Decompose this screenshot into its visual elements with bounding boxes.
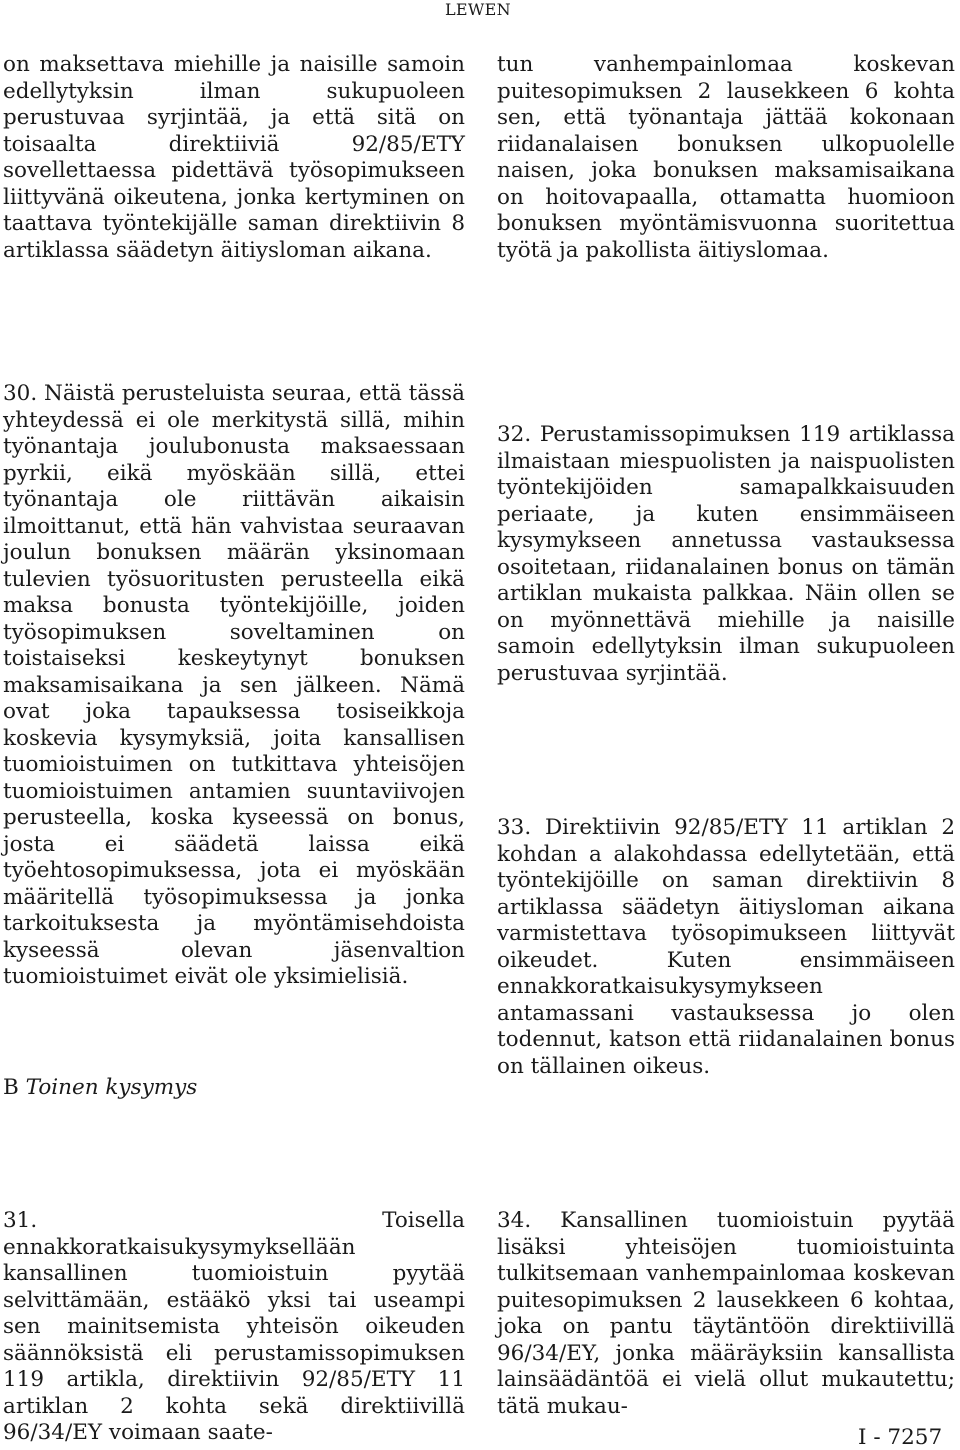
- running-header: LEWEN: [445, 0, 511, 19]
- section-title: Toinen kysymys: [25, 1075, 198, 1100]
- right-continuation-paragraph: tun vanhempainlomaa koskevan puitesopimuksen 2 lausekkeen 6 kohta sen, että työnantaja jättää kokonaan riidanalaisen bonuksen ulkopuolelle naisen, joka bonuksen maksamisaikana on hoitovapaalla, ottamatta huomioon bonuksen myöntämisvuonna suoritettua työtä ja pakollista äitiyslomaa.: [497, 52, 955, 263]
- section-heading: [3, 1075, 197, 1102]
- paragraph-34: 34. Kansallinen tuomioistuin pyytää lisäksi yhteisöjen tuomioistuinta tulkitsemaan vanhempainlomaa koskevan puitesopimuksen 2 lausekkeen 6 kohtaa, joka on pantu täytäntöön direktiivillä 96/34/EY, jonka määräyksiin kansallista lainsäädäntöä ei vielä ollut mukautettu; tätä mukau-: [497, 1208, 955, 1419]
- paragraph-30: 30. Näistä perusteluista seuraa, että tässä yhteydessä ei ole merkitystä sillä, mihin työnantaja joulubonusta maksaessaan pyrkii, eikä myöskään sillä, ettei työnantaja ole riittävän aikaisin ilmoittanut, että hän vahvistaa seuraavan joulun bonuksen määrän yksinomaan tulevien työsuoritusten perusteella eikä maksa bonusta työntekijöille, joiden työsopimuksen soveltaminen on toistaiseksi keskeytynyt bonuksen maksamisaikana ja sen jälkeen. Nämä ovat joka tapauksessa tosiseikkoja koskevia kysymyksiä, joita kansallisen tuomioistuimen on tutkittava yhteisöjen tuomioistuimen antamien suuntaviivojen perusteella, koska kyseessä on bonus, josta ei säädetä laissa eikä työehtosopimuksessa, jota ei myöskään määritellä työsopimuksessa ja jonka tarkoituksesta ja myöntämisehdoista kyseessä olevan jäsenvaltion tuomioistuimet eivät ole yksimielisiä.: [3, 381, 465, 989]
- left-continuation-paragraph: on maksettava miehille ja naisille samoin edellytyksin ilman sukupuoleen perustuvaa syrjintää, ja että sitä on toisaalta direktiiviä 92/85/ETY sovellettaessa pidettävä työsopimukseen liittyvänä oikeutena, jonka kertyminen on taattava työntekijälle saman direktiivin 8 artiklassa säädetyn äitiysloman aikana.: [3, 52, 465, 263]
- paragraph-31: 31. Toisella ennakkoratkaisukysymyksellään kansallinen tuomioistuin pyytää selvittämään, estääkö yksi tai useampi sen mainitsemista yhteisön oikeuden säännöksistä eli perustamissopimuksen 119 artikla, direktiivin 92/85/ETY 11 artiklan 2 kohta sekä direktiivillä 96/34/EY voimaan saate-: [3, 1208, 465, 1445]
- page-number: I - 7257: [858, 1425, 943, 1450]
- paragraph-32: 32. Perustamissopimuksen 119 artiklassa ilmaistaan miespuolisten ja naispuolisten työntekijöiden samapalkkaisuuden periaate, ja kuten ensimmäiseen kysymykseen annetussa vastauksessa osoitetaan, riidanalainen bonus on tämän artiklan mukaista palkkaa. Näin ollen se on myönnettävä miehille ja naisille samoin edellytyksin ilman sukupuoleen perustuvaa syrjintää.: [497, 422, 955, 686]
- paragraph-33: 33. Direktiivin 92/85/ETY 11 artiklan 2 kohdan a alakohdassa edellytetään, että työntekijöille on saman direktiivin 8 artiklassa säädetyn äitiysloman aikana varmistettava työsopimukseen liittyvät oikeudet. Kuten ensimmäiseen ennakkoratkaisukysymykseen antamassani vastauksessa jo olen todennut, katson että riidanalainen bonus on tällainen oikeus.: [497, 815, 955, 1079]
- section-letter: B: [3, 1075, 19, 1100]
